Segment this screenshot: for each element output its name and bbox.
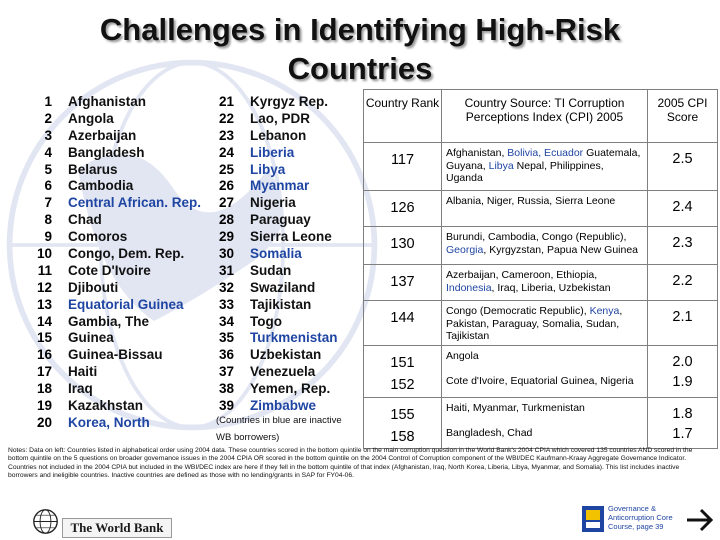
list-item-rank: 24 <box>218 144 234 160</box>
list-item-country: Belarus <box>68 161 118 177</box>
list-item-rank: 30 <box>218 246 234 262</box>
list-item-country: Congo, Dem. Rep. <box>68 246 185 262</box>
cell-score: 2.2 <box>648 265 718 301</box>
list-item-country: Cote D'Ivoire <box>68 262 151 278</box>
list-item-rank: 33 <box>218 296 234 312</box>
list-item <box>208 330 338 347</box>
list-item-rank: 12 <box>36 279 52 295</box>
list-item-rank: 3 <box>44 127 52 143</box>
table-row <box>364 345 718 397</box>
cell-score: 2.1 <box>648 301 718 346</box>
list-item-country: Paraguay <box>250 212 311 228</box>
list-item-country: Sudan <box>250 262 292 278</box>
cell-countries: Burundi, Cambodia, Congo (Republic), Georgia, Kyrgyzstan, Papua New Guinea <box>442 227 648 265</box>
list-item-rank: 25 <box>218 161 234 177</box>
list-item-rank: 34 <box>218 313 234 329</box>
list-item <box>208 314 338 331</box>
list-item-rank: 17 <box>36 364 52 380</box>
list-item-country: Swaziland <box>250 279 316 295</box>
list-item <box>208 111 338 128</box>
list-item-rank: 16 <box>36 347 52 363</box>
table-row <box>364 265 718 301</box>
list-item-country: Gambia, The <box>68 313 150 329</box>
list-item-rank: 5 <box>44 161 52 177</box>
course-line-2: Anticorruption Core <box>608 513 673 522</box>
list-item-country: Lao, PDR <box>250 110 311 126</box>
cell-rank: 155 158 <box>364 397 442 448</box>
list-item-rank: 10 <box>36 246 52 262</box>
list-item-rank: 15 <box>36 330 52 346</box>
list-item <box>208 162 338 179</box>
list-item-country: Zimbabwe <box>250 398 317 414</box>
cell-countries: Haiti, Myanmar, Turkmenistan Bangladesh, Chad <box>442 397 648 448</box>
list-item <box>208 212 338 229</box>
list-item-country: Kyrgyz Rep. <box>250 94 329 109</box>
list-item-country: Djibouti <box>68 279 119 295</box>
list-item-rank: 23 <box>218 127 234 143</box>
list-item <box>28 212 201 229</box>
cell-countries: Azerbaijan, Cameroon, Ethiopia, Indonesia, Iraq, Liberia, Uzbekistan <box>442 265 648 301</box>
list-item-country: Uzbekistan <box>250 347 322 363</box>
list-item-country: Angola <box>68 110 114 126</box>
list-item-rank: 27 <box>218 195 234 211</box>
list-item-country: Kazakhstan <box>68 398 144 414</box>
list-item-rank: 9 <box>44 229 52 245</box>
list-item <box>208 195 338 212</box>
cell-rank: 137 <box>364 265 442 301</box>
list-item-country: Haiti <box>68 364 98 380</box>
course-line-3: Course, page 39 <box>608 522 664 531</box>
title-line-2: Countries <box>287 51 433 86</box>
list-item-rank: 1 <box>44 94 52 109</box>
list-item <box>28 314 201 331</box>
list-item <box>28 145 201 162</box>
list-item-country: Central African. Rep. <box>68 195 202 211</box>
list-item <box>208 347 338 364</box>
list-item <box>208 94 338 111</box>
list-item <box>208 246 338 263</box>
list-item <box>28 111 201 128</box>
list-item <box>28 178 201 195</box>
cell-score: 2.3 <box>648 227 718 265</box>
table-row <box>364 397 718 448</box>
list-item <box>28 195 201 212</box>
cell-rank: 130 <box>364 227 442 265</box>
list-item-country: Tajikistan <box>250 296 312 312</box>
cell-countries: Afghanistan, Bolivia, Ecuador Guatemala, Guyana, Libya Nepal, Philippines, Uganda <box>442 143 648 191</box>
list-item <box>208 178 338 195</box>
list-item <box>28 415 201 432</box>
cell-score: 2.4 <box>648 191 718 227</box>
list-item-rank: 38 <box>218 381 234 397</box>
list-item-country: Myanmar <box>250 178 310 194</box>
list-item-country: Somalia <box>250 246 302 262</box>
list-item-rank: 11 <box>37 262 52 278</box>
list-item-country: Afghanistan <box>68 94 147 109</box>
cell-rank: 117 <box>364 143 442 191</box>
table-row <box>364 227 718 265</box>
list-item-rank: 4 <box>44 144 52 160</box>
list-item-country: Chad <box>68 212 102 228</box>
list-item-country: Yemen, Rep. <box>250 381 331 397</box>
table-body <box>364 143 718 449</box>
list-item-rank: 19 <box>36 398 52 414</box>
list-item <box>28 128 201 145</box>
list-item-rank: 20 <box>36 414 52 430</box>
cell-score: 2.0 1.9 <box>648 345 718 397</box>
list-item-rank: 14 <box>36 313 52 329</box>
list-item-country: Equatorial Guinea <box>68 296 184 312</box>
list-item-rank: 13 <box>36 296 52 312</box>
list-item-country: Sierra Leone <box>250 229 332 245</box>
list-item-country: Lebanon <box>250 127 307 143</box>
world-bank-logo-icon <box>32 508 59 535</box>
cell-countries: Congo (Democratic Republic), Kenya, Pakistan, Paraguay, Somalia, Sudan, Tajikistan <box>442 301 648 346</box>
cpi-table <box>363 89 718 449</box>
next-arrow-icon[interactable] <box>683 502 717 538</box>
list-item-rank: 37 <box>218 364 234 380</box>
list-item <box>28 364 201 381</box>
list-item-country: Azerbaijan <box>68 127 137 143</box>
list-item-rank: 26 <box>218 178 234 194</box>
list-item <box>28 381 201 398</box>
list-item <box>28 94 201 111</box>
list-item-rank: 35 <box>218 330 234 346</box>
cell-rank: 151 152 <box>364 345 442 397</box>
list-item-country: Cambodia <box>68 178 134 194</box>
cell-countries: Albania, Niger, Russia, Sierra Leone <box>442 191 648 227</box>
list-item-rank: 18 <box>36 381 52 397</box>
list-item-rank: 22 <box>218 110 234 126</box>
list-item <box>28 347 201 364</box>
list-item-rank: 31 <box>218 262 234 278</box>
notes-text: Notes: Data on left: Countries listed in alphabetical order using 2004 data. These countries scored in the bottom quintile on the main corruption question in the World Bank's 2004 CPIA which covered 135 countries AND scored in the bottom quintile on the 5 questions on broader governance issues in the 2004 CPIA OR scored in the bottom quintile on the 2004 Control of Corruption component of the WBI/DEC Kaufmann-Kraay Aggregate Governance Indicator. Countries not included in the 2004 CPIA but included in the WBI/DEC index are here if they fell in the bottom quintile of that index (Afghanistan, Iraq, North Korea, Liberia, Libya, Myanmar, and Somalia). This list includes inactive borrowers and ineligible countries. Inactive countries are defined as those with no lending/grants in SAP for FY04-06. <box>8 447 693 480</box>
list-item <box>208 297 338 314</box>
list-item-rank: 6 <box>44 178 52 194</box>
list-item-country: Libya <box>250 161 286 177</box>
list-item-country: Korea, North <box>68 414 150 430</box>
title-line-1: Challenges in Identifying High-Risk <box>99 12 621 47</box>
list-item-country: Venezuela <box>250 364 316 380</box>
list-item-country: Iraq <box>68 381 93 397</box>
list-item <box>208 280 338 297</box>
cell-rank: 144 <box>364 301 442 346</box>
table-header-row <box>364 90 718 143</box>
course-label <box>608 504 673 531</box>
list-item-country: Bangladesh <box>68 144 145 160</box>
list-item <box>28 297 201 314</box>
cell-countries: Angola Cote d'Ivoire, Equatorial Guinea, Nigeria <box>442 345 648 397</box>
list-item-rank: 32 <box>218 279 234 295</box>
list-item-country: Togo <box>250 313 282 329</box>
list-item <box>28 280 201 297</box>
list-item <box>28 263 201 280</box>
list-item-rank: 28 <box>218 212 234 228</box>
world-bank-label: The World Bank <box>62 518 172 538</box>
list-item <box>208 263 338 280</box>
country-list-col2 <box>208 94 338 415</box>
list-item-country: Comoros <box>68 229 128 245</box>
list-item <box>28 246 201 263</box>
list-item <box>208 364 338 381</box>
header-country: Country Source: TI Corruption Perceptions Index (CPI) 2005 <box>442 90 648 143</box>
list-item-country: Nigeria <box>250 195 296 211</box>
country-list-col1 <box>28 94 201 432</box>
list-item-country: Guinea-Bissau <box>68 347 163 363</box>
cell-score: 2.5 <box>648 143 718 191</box>
table-row <box>364 191 718 227</box>
list-item-rank: 29 <box>218 229 234 245</box>
list-item-rank: 21 <box>218 94 234 109</box>
table-row <box>364 301 718 346</box>
course-shield-icon <box>581 505 605 533</box>
list-item <box>28 162 201 179</box>
header-rank: Country Rank <box>364 90 442 143</box>
cell-rank: 126 <box>364 191 442 227</box>
list-item-rank: 7 <box>44 195 52 211</box>
list-item-rank: 2 <box>44 110 52 126</box>
inactive-note: (Countries in blue are inactive WB borrowers) <box>216 415 342 443</box>
list-item <box>28 229 201 246</box>
list-item-country: Turkmenistan <box>250 330 338 346</box>
cell-score: 1.8 1.7 <box>648 397 718 448</box>
list-item <box>208 145 338 162</box>
list-item <box>208 128 338 145</box>
header-score: 2005 CPI Score <box>648 90 718 143</box>
page-title <box>60 10 660 88</box>
list-item-rank: 39 <box>218 398 234 414</box>
list-item-country: Guinea <box>68 330 114 346</box>
list-item <box>28 330 201 347</box>
course-line-1: Governance & <box>608 504 656 513</box>
list-item-rank: 8 <box>44 212 52 228</box>
list-item <box>208 229 338 246</box>
list-item-rank: 36 <box>218 347 234 363</box>
table-row <box>364 143 718 191</box>
list-item-country: Liberia <box>250 144 295 160</box>
list-item <box>208 381 338 398</box>
list-item <box>28 398 201 415</box>
